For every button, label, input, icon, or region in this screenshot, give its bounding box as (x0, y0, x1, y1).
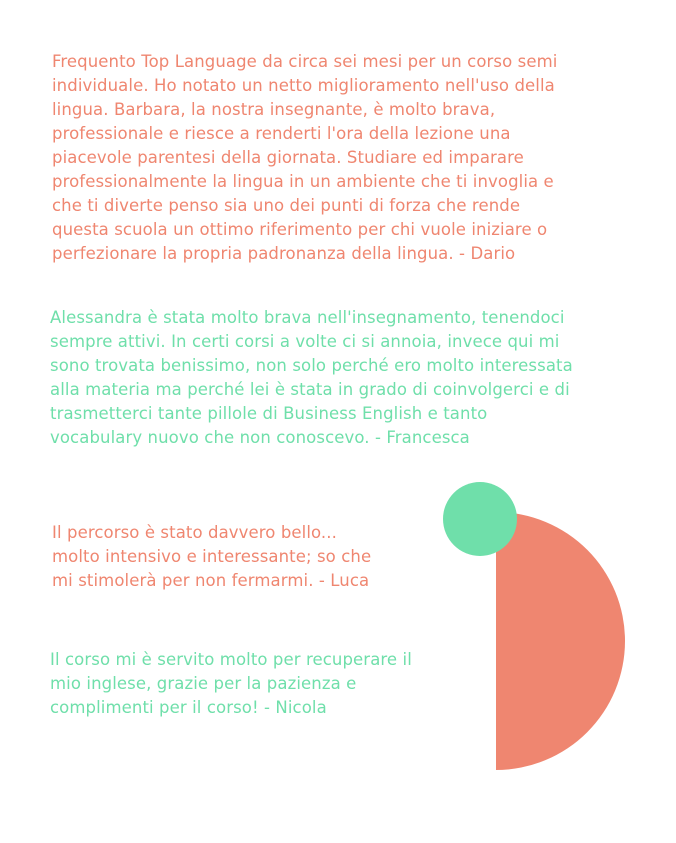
mint-circle-decoration (443, 482, 517, 556)
testimonial-line: complimenti per il corso! - Nicola (50, 698, 327, 717)
testimonial-line: che ti diverte penso sia uno dei punti di forza che rende (52, 196, 521, 215)
testimonial-line: professionale e riesce a renderti l'ora della lezione una (52, 124, 511, 143)
testimonial-line: Il corso mi è servito molto per recuperare il (50, 650, 412, 669)
testimonial-dario (52, 50, 557, 266)
testimonial-line: mio inglese, grazie per la pazienza e (50, 674, 357, 693)
salmon-half-circle-decoration (496, 512, 625, 770)
testimonial-line: questa scuola un ottimo riferimento per chi vuole iniziare o (52, 220, 548, 239)
testimonial-line: Alessandra è stata molto brava nell'insegnamento, tenendoci (50, 308, 565, 327)
testimonial-nicola (50, 648, 412, 720)
testimonial-line: individuale. Ho notato un netto miglioramento nell'uso della (52, 76, 555, 95)
testimonial-line: piacevole parentesi della giornata. Studiare ed imparare (52, 148, 524, 167)
testimonial-line: vocabulary nuovo che non conoscevo. - Francesca (50, 428, 470, 447)
testimonial-line: trasmetterci tante pillole di Business English e tanto (50, 404, 488, 423)
testimonial-line: mi stimolerà per non fermarmi. - Luca (52, 571, 370, 590)
testimonial-francesca (50, 306, 573, 450)
testimonial-line: sempre attivi. In certi corsi a volte ci si annoia, invece qui mi (50, 332, 560, 351)
testimonial-line: perfezionare la propria padronanza della lingua. - Dario (52, 244, 516, 263)
testimonial-line: molto intensivo e interessante; so che (52, 547, 372, 566)
testimonial-line: professionalmente la lingua in un ambiente che ti invoglia e (52, 172, 554, 191)
testimonial-luca (52, 521, 371, 593)
testimonial-line: alla materia ma perché lei è stata in grado di coinvolgerci e di (50, 380, 570, 399)
testimonial-line: Frequento Top Language da circa sei mesi per un corso semi (52, 52, 558, 71)
testimonial-line: lingua. Barbara, la nostra insegnante, è molto brava, (52, 100, 496, 119)
testimonial-line: sono trovata benissimo, non solo perché ero molto interessata (50, 356, 573, 375)
testimonial-line: Il percorso è stato davvero bello... (52, 523, 337, 542)
